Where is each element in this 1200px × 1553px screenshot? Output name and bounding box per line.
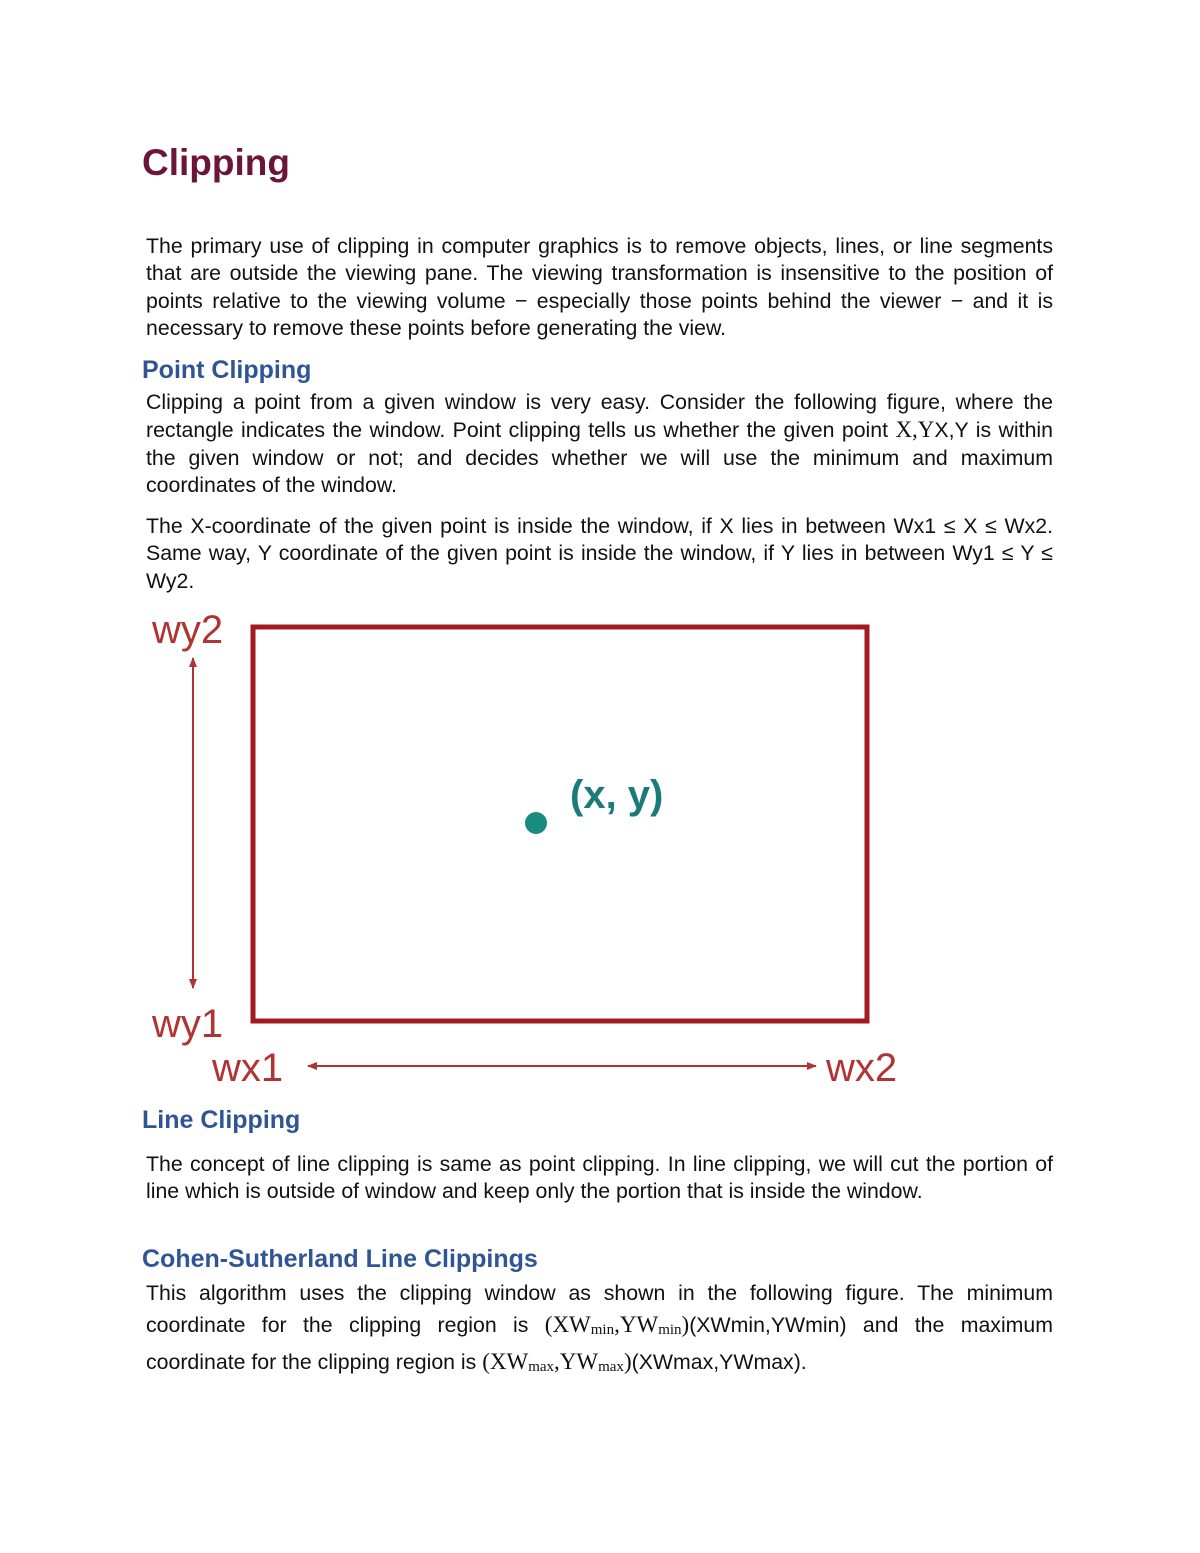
line-clipping-paragraph: The concept of line clipping is same as point clipping. In line clipping, we will cut the portion of line which is outside of window and keep only the portion that is inside the window. xyxy=(146,1152,1053,1204)
min-open: (XW xyxy=(544,1312,591,1337)
wx2-label: wx2 xyxy=(826,1046,898,1090)
page-title: Clipping xyxy=(142,142,290,183)
line-clipping-heading: Line Clipping xyxy=(142,1106,301,1134)
min-sub-x: min xyxy=(590,1322,615,1338)
point-marker xyxy=(525,812,547,834)
wy2-label: wy2 xyxy=(152,608,224,652)
cohen-text-c: (XWmax,YWmax). xyxy=(631,1350,807,1374)
point-clipping-text-a: Clipping a point from a given window is very easy. Consider the following figure, where the rectangle indicates the window. Point clipping tells us whether the given point xyxy=(146,390,1053,443)
point-clipping-heading: Point Clipping xyxy=(142,356,312,384)
cohen-text-b: (XWmin,YWmin) and the maximum coordinate for the clipping region is xyxy=(146,1313,1054,1374)
intro-paragraph: The primary use of clipping in computer graphics is to remove objects, lines, or line segments that are outside the viewing pane. The viewing transformation is insensitive to the position of points relative to the viewing volume − especially those points behind the viewer − and it is necessary to remove these points before generating the view. xyxy=(146,234,1053,341)
max-close: ) xyxy=(623,1349,632,1374)
min-close: ) xyxy=(681,1312,690,1337)
max-open: (XW xyxy=(482,1349,529,1374)
min-mid: ,YW xyxy=(614,1312,659,1337)
wy1-label: wy1 xyxy=(152,1002,224,1046)
point-label: (x, y) xyxy=(570,773,664,817)
point-clipping-figure xyxy=(140,600,920,1100)
cohen-sutherland-heading: Cohen-Sutherland Line Clippings xyxy=(142,1245,538,1273)
cohen-sutherland-paragraph xyxy=(146,1278,1053,1383)
wx1-label: wx1 xyxy=(212,1046,284,1090)
max-mid: ,YW xyxy=(554,1349,599,1374)
point-math: X,Y xyxy=(895,417,935,443)
max-sub-x: max xyxy=(528,1359,555,1375)
point-clipping-paragraph xyxy=(146,389,1053,500)
point-clipping-text-b: X,Y is within the given window or not; and decides whether we will use the minimum and maximum coordinates of the window. xyxy=(146,418,1053,498)
cohen-text-a: This algorithm uses the clipping window as shown in the following figure. The minimum coordinate for the clipping region is xyxy=(146,1281,1053,1337)
coordinate-condition-paragraph: The X-coordinate of the given point is inside the window, if X lies in between Wx1 ≤ X ≤ Wx2. Same way, Y coordinate of the given point is inside the window, if Y lies in between Wy1 ≤ Y ≤ Wy2. xyxy=(146,514,1053,593)
clipping-window-rect xyxy=(253,627,867,1021)
max-sub-y: max xyxy=(598,1359,624,1375)
min-sub-y: min xyxy=(658,1322,682,1338)
max-coordinate-math xyxy=(482,1349,631,1374)
min-coordinate-math xyxy=(545,1312,689,1337)
